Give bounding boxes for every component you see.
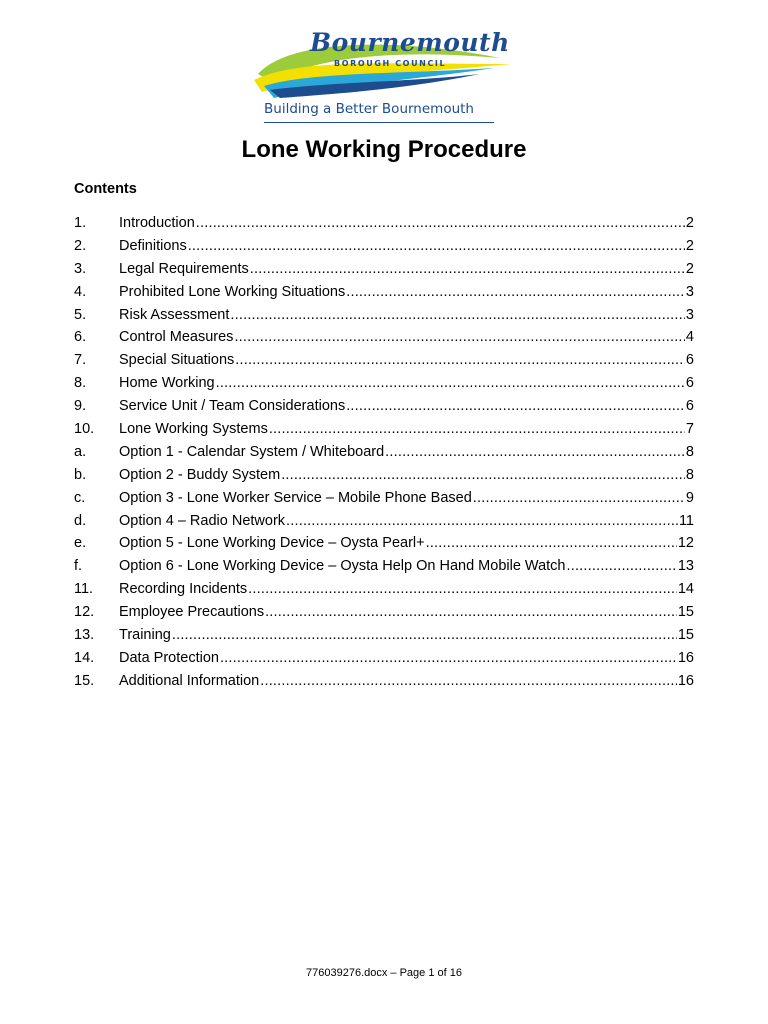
- toc-dot-leader: [172, 624, 677, 647]
- toc-entry[interactable]: [74, 212, 694, 235]
- toc-entry-number: 8.: [74, 375, 87, 392]
- toc-dot-leader: [188, 235, 685, 258]
- toc-entry-page: 9: [685, 489, 694, 506]
- toc-entry[interactable]: [74, 349, 694, 372]
- toc-dot-leader: [234, 326, 684, 349]
- toc-entry-page: 6: [685, 375, 694, 392]
- toc-entry-number: a.: [74, 443, 87, 460]
- toc-entry-page: 3: [685, 306, 694, 323]
- toc-entry[interactable]: [74, 395, 694, 418]
- table-of-contents: [74, 212, 694, 693]
- toc-entry-page: 2: [685, 215, 694, 231]
- toc-dot-leader: [250, 258, 685, 281]
- toc-entry[interactable]: [74, 601, 694, 624]
- toc-entry-title[interactable]: Recording Incidents: [119, 581, 248, 598]
- toc-entry-number: 11.: [74, 581, 94, 598]
- toc-entry-title[interactable]: Option 5 - Lone Working Device – Oysta Pearl+: [119, 535, 425, 552]
- toc-dot-leader: [385, 441, 685, 464]
- toc-entry-page: 12: [677, 535, 694, 552]
- toc-entry[interactable]: [74, 235, 694, 258]
- toc-entry-title[interactable]: Lone Working Systems: [119, 421, 268, 438]
- toc-dot-leader: [248, 578, 677, 601]
- toc-entry-page: 7: [685, 421, 694, 438]
- toc-entry[interactable]: [74, 441, 694, 464]
- toc-entry-number: 4.: [74, 283, 87, 300]
- toc-dot-leader: [230, 304, 685, 327]
- toc-dot-leader: [281, 464, 685, 487]
- toc-entry-title[interactable]: Special Situations: [119, 352, 235, 369]
- toc-entry-page: 4: [685, 329, 694, 346]
- toc-entry[interactable]: [74, 418, 694, 441]
- toc-entry[interactable]: [74, 670, 694, 693]
- toc-entry-number: 15.: [74, 672, 95, 689]
- toc-dot-leader: [426, 532, 677, 555]
- toc-entry-title[interactable]: Data Protection: [119, 649, 219, 666]
- contents-heading: Contents: [74, 181, 137, 197]
- toc-entry-page: 15: [677, 627, 694, 644]
- tagline: Building a Better Bournemouth: [264, 101, 474, 117]
- toc-entry-title[interactable]: Training: [119, 627, 171, 644]
- logo-wordmark: Bournemouth: [310, 28, 510, 57]
- toc-dot-leader: [235, 349, 685, 372]
- toc-dot-leader: [196, 212, 685, 235]
- toc-dot-leader: [220, 647, 677, 670]
- toc-entry-page: 16: [677, 649, 694, 666]
- toc-entry-number: 6.: [74, 329, 87, 346]
- toc-entry-title[interactable]: Risk Assessment: [119, 306, 230, 323]
- toc-entry[interactable]: [74, 510, 694, 533]
- toc-entry-page: 6: [685, 398, 694, 415]
- toc-entry-page: 3: [685, 283, 694, 300]
- toc-entry-title[interactable]: Additional Information: [119, 672, 260, 689]
- toc-entry-page: 15: [677, 604, 694, 621]
- toc-entry[interactable]: [74, 281, 694, 304]
- toc-dot-leader: [269, 418, 685, 441]
- toc-entry-number: 2.: [74, 237, 87, 254]
- toc-entry[interactable]: [74, 326, 694, 349]
- toc-dot-leader: [260, 670, 677, 693]
- toc-entry-title[interactable]: Employee Precautions: [119, 604, 265, 621]
- toc-entry-page: 14: [677, 581, 694, 598]
- toc-dot-leader: [216, 372, 685, 395]
- toc-entry-title[interactable]: Option 3 - Lone Worker Service – Mobile Phone Based: [119, 489, 472, 506]
- toc-entry-title[interactable]: Definitions: [119, 237, 187, 254]
- page-footer: 776039276.docx – Page 1 of 16: [306, 967, 462, 979]
- toc-entry-number: 1.: [74, 215, 87, 231]
- logo-subtitle: BOROUGH COUNCIL: [334, 59, 447, 68]
- toc-entry-number: 5.: [74, 306, 87, 323]
- toc-entry-title[interactable]: Home Working: [119, 375, 215, 392]
- toc-entry-title[interactable]: Legal Requirements: [119, 260, 249, 277]
- toc-dot-leader: [346, 281, 685, 304]
- tagline-underline: [264, 122, 494, 123]
- toc-entry-title[interactable]: Option 2 - Buddy System: [119, 466, 281, 483]
- toc-entry-number: e.: [74, 535, 87, 552]
- toc-entry-title[interactable]: Option 4 – Radio Network: [119, 512, 286, 529]
- toc-dot-leader: [473, 487, 685, 510]
- toc-entry-number: b.: [74, 466, 87, 483]
- toc-entry[interactable]: [74, 532, 694, 555]
- toc-entry[interactable]: [74, 258, 694, 281]
- toc-entry-page: 11: [678, 512, 694, 529]
- toc-entry-title[interactable]: Option 6 - Lone Working Device – Oysta Help On Hand Mobile Watch: [119, 558, 566, 575]
- toc-entry-number: c.: [74, 489, 86, 506]
- toc-entry-page: 2: [685, 260, 694, 277]
- toc-entry[interactable]: [74, 555, 694, 578]
- toc-entry-number: 9.: [74, 398, 87, 415]
- toc-dot-leader: [286, 510, 678, 533]
- toc-entry[interactable]: [74, 578, 694, 601]
- toc-entry-title[interactable]: Control Measures: [119, 329, 234, 346]
- toc-entry-page: 16: [677, 672, 694, 689]
- toc-entry-number: 3.: [74, 260, 87, 277]
- toc-entry[interactable]: [74, 464, 694, 487]
- toc-entry[interactable]: [74, 647, 694, 670]
- toc-entry-number: 14.: [74, 649, 95, 666]
- toc-entry-number: 12.: [74, 604, 95, 621]
- toc-dot-leader: [566, 555, 676, 578]
- toc-entry-page: 8: [685, 443, 694, 460]
- toc-entry-page: 8: [685, 466, 694, 483]
- toc-entry-number: d.: [74, 512, 87, 529]
- toc-entry-page: 13: [677, 558, 694, 575]
- toc-entry[interactable]: [74, 487, 694, 510]
- toc-dot-leader: [265, 601, 677, 624]
- council-logo: [250, 24, 520, 130]
- toc-entry[interactable]: [74, 372, 694, 395]
- toc-entry-title[interactable]: Introduction: [119, 215, 195, 231]
- toc-entry-page: 2: [685, 237, 694, 254]
- toc-entry-number: 7.: [74, 352, 87, 369]
- toc-entry-title[interactable]: Service Unit / Team Considerations: [119, 398, 346, 415]
- toc-entry-number: 13.: [74, 627, 95, 644]
- toc-entry[interactable]: [74, 624, 694, 647]
- document-title: Lone Working Procedure: [241, 136, 527, 163]
- toc-dot-leader: [346, 395, 685, 418]
- toc-entry[interactable]: [74, 304, 694, 327]
- toc-entry-number: 10.: [74, 421, 95, 438]
- toc-entry-title[interactable]: Prohibited Lone Working Situations: [119, 283, 346, 300]
- toc-entry-number: f.: [74, 558, 83, 575]
- toc-entry-title[interactable]: Option 1 - Calendar System / Whiteboard: [119, 443, 385, 460]
- toc-entry-page: 6: [685, 352, 694, 369]
